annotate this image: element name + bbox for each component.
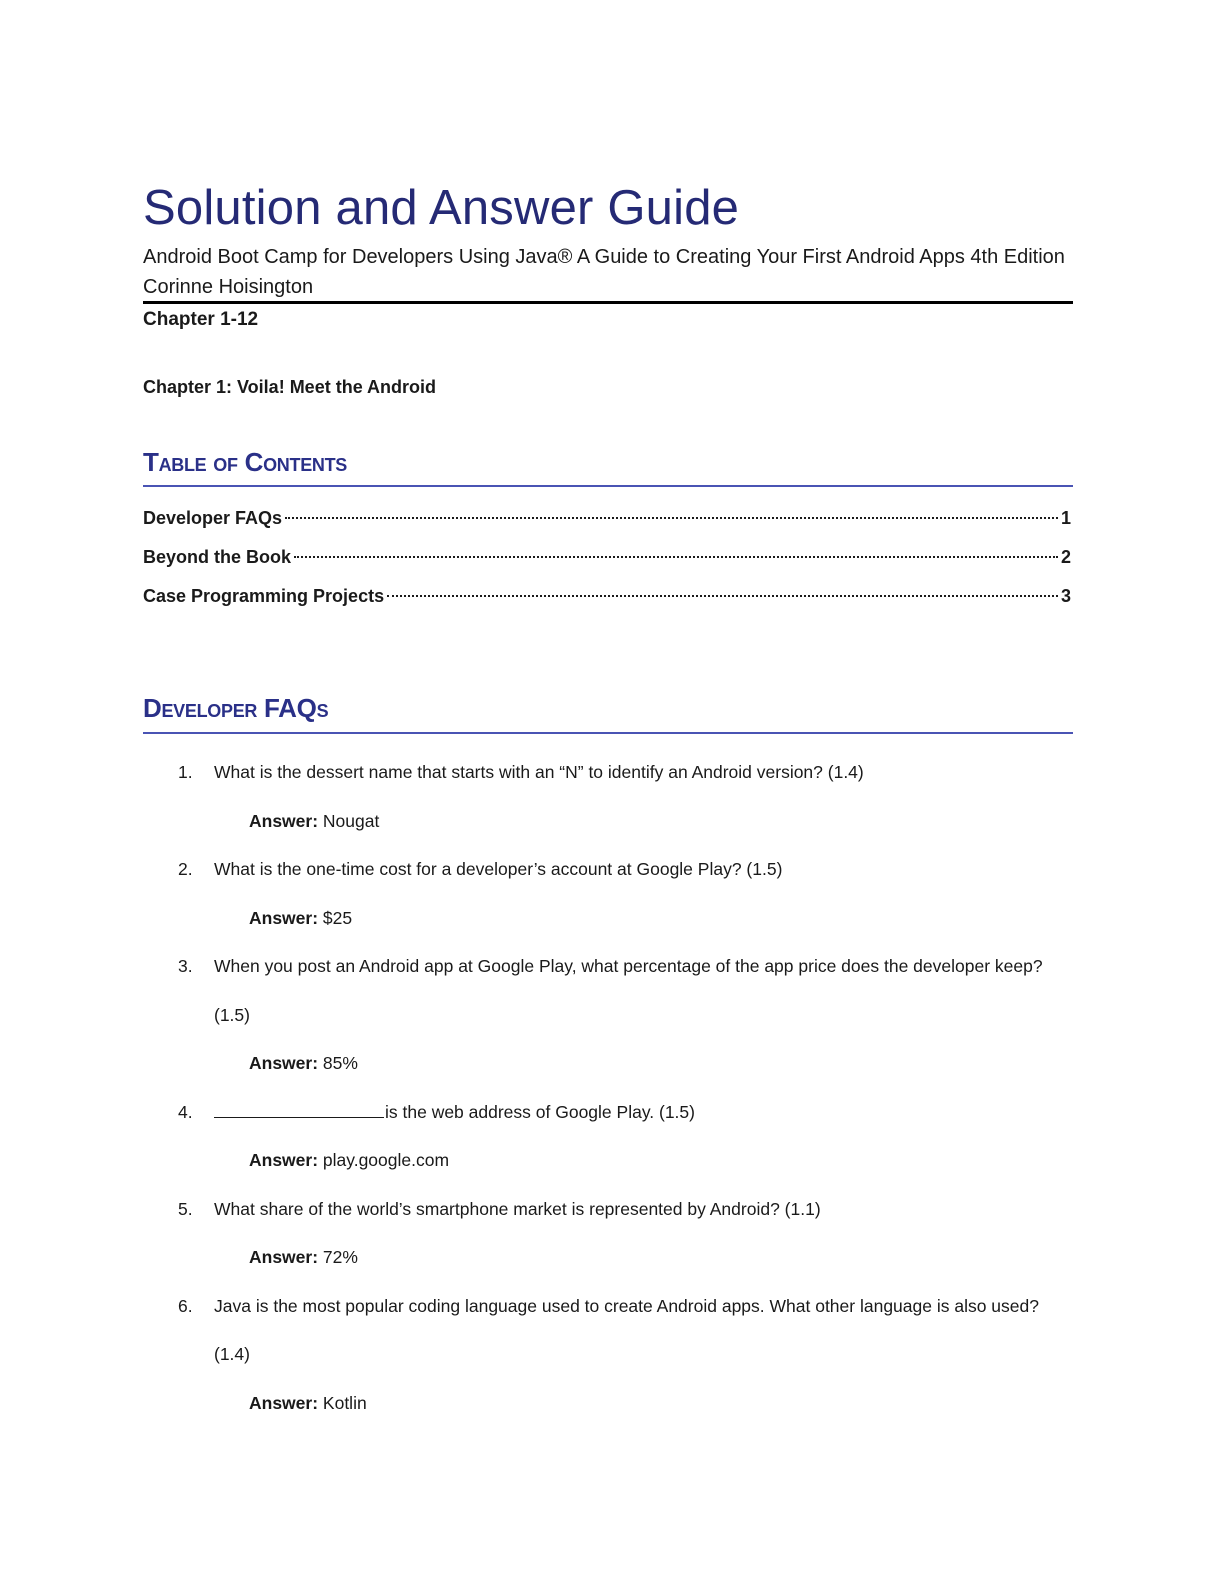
faq-item — [143, 845, 1073, 942]
answer-value: play.google.com — [318, 1150, 450, 1170]
document-title: Solution and Answer Guide — [143, 181, 740, 235]
faq-number: 3. — [178, 956, 193, 976]
answer-label: Answer: — [249, 1150, 319, 1170]
answer-value: Nougat — [318, 810, 380, 831]
answer-value: 72% — [318, 1247, 358, 1267]
toc-heading: Table of Contents — [143, 447, 348, 477]
faq-answer — [249, 1039, 1073, 1088]
fill-in-blank — [214, 1099, 384, 1118]
faq-item — [143, 942, 1073, 1088]
faq-answer — [249, 797, 1073, 846]
faq-question-fill-in — [214, 1088, 1073, 1137]
faq-list — [143, 748, 1073, 1427]
faq-question: What is the one-time cost for a developer’s account at Google Play? (1.5) — [214, 859, 783, 879]
faq-item — [143, 748, 1073, 845]
faq-item — [143, 1088, 1073, 1185]
faq-question-text: is the web address of Google Play. (1.5) — [385, 1101, 695, 1122]
faq-answer — [249, 894, 1073, 943]
faq-question: What share of the world’s smartphone market is represented by Android? (1.1) — [214, 1198, 821, 1219]
document-page — [143, 0, 1073, 1584]
title-divider — [143, 301, 1073, 304]
table-of-contents — [143, 505, 1071, 622]
answer-label: Answer: — [249, 810, 319, 831]
answer-label: Answer: — [249, 907, 319, 928]
toc-dot-leader — [387, 595, 1058, 597]
toc-divider — [143, 485, 1073, 487]
toc-entry-label: Developer FAQs — [143, 508, 283, 528]
answer-value: Kotlin — [318, 1392, 367, 1413]
answer-value: 85% — [318, 1053, 358, 1073]
answer-value: $25 — [318, 907, 353, 928]
faq-answer — [249, 1136, 1073, 1185]
faq-answer — [249, 1233, 1073, 1282]
chapter-range: Chapter 1-12 — [143, 309, 259, 330]
toc-dot-leader — [285, 517, 1058, 519]
faq-item — [143, 1185, 1073, 1282]
toc-entry-page: 2 — [1060, 547, 1071, 567]
toc-entry-developer-faqs[interactable] — [143, 505, 1071, 544]
faq-number: 4. — [178, 1101, 193, 1122]
document-subtitle: Android Boot Camp for Developers Using Java® A Guide to Creating Your First Android Apps 4th Edition Corinne Hoisington — [143, 246, 1065, 298]
faq-divider — [143, 732, 1073, 734]
faq-number: 1. — [178, 762, 193, 782]
chapter-title: Chapter 1: Voila! Meet the Android — [143, 377, 437, 397]
faq-number: 2. — [178, 859, 193, 879]
toc-entry-label: Beyond the Book — [143, 547, 292, 567]
toc-entry-page: 1 — [1060, 508, 1071, 528]
toc-dot-leader — [294, 556, 1058, 558]
faq-question: When you post an Android app at Google Play, what percentage of the app price does the developer keep? (1.5) — [214, 956, 1043, 1025]
answer-label: Answer: — [249, 1053, 319, 1073]
faq-number: 5. — [178, 1198, 193, 1219]
faq-item — [143, 1282, 1073, 1428]
toc-entry-label: Case Programming Projects — [143, 586, 385, 606]
faq-question: Java is the most popular coding language used to create Android apps. What other language is also used? (1.4) — [214, 1295, 1039, 1364]
toc-entry-case-programming-projects[interactable] — [143, 583, 1071, 622]
faq-number: 6. — [178, 1295, 193, 1316]
faq-heading: Developer FAQs — [143, 693, 329, 723]
toc-entry-page: 3 — [1060, 586, 1071, 606]
answer-label: Answer: — [249, 1392, 319, 1413]
toc-entry-beyond-the-book[interactable] — [143, 544, 1071, 583]
answer-label: Answer: — [249, 1247, 319, 1267]
faq-question: What is the dessert name that starts with an “N” to identify an Android version? (1.4) — [214, 762, 864, 782]
faq-answer — [249, 1379, 1073, 1428]
